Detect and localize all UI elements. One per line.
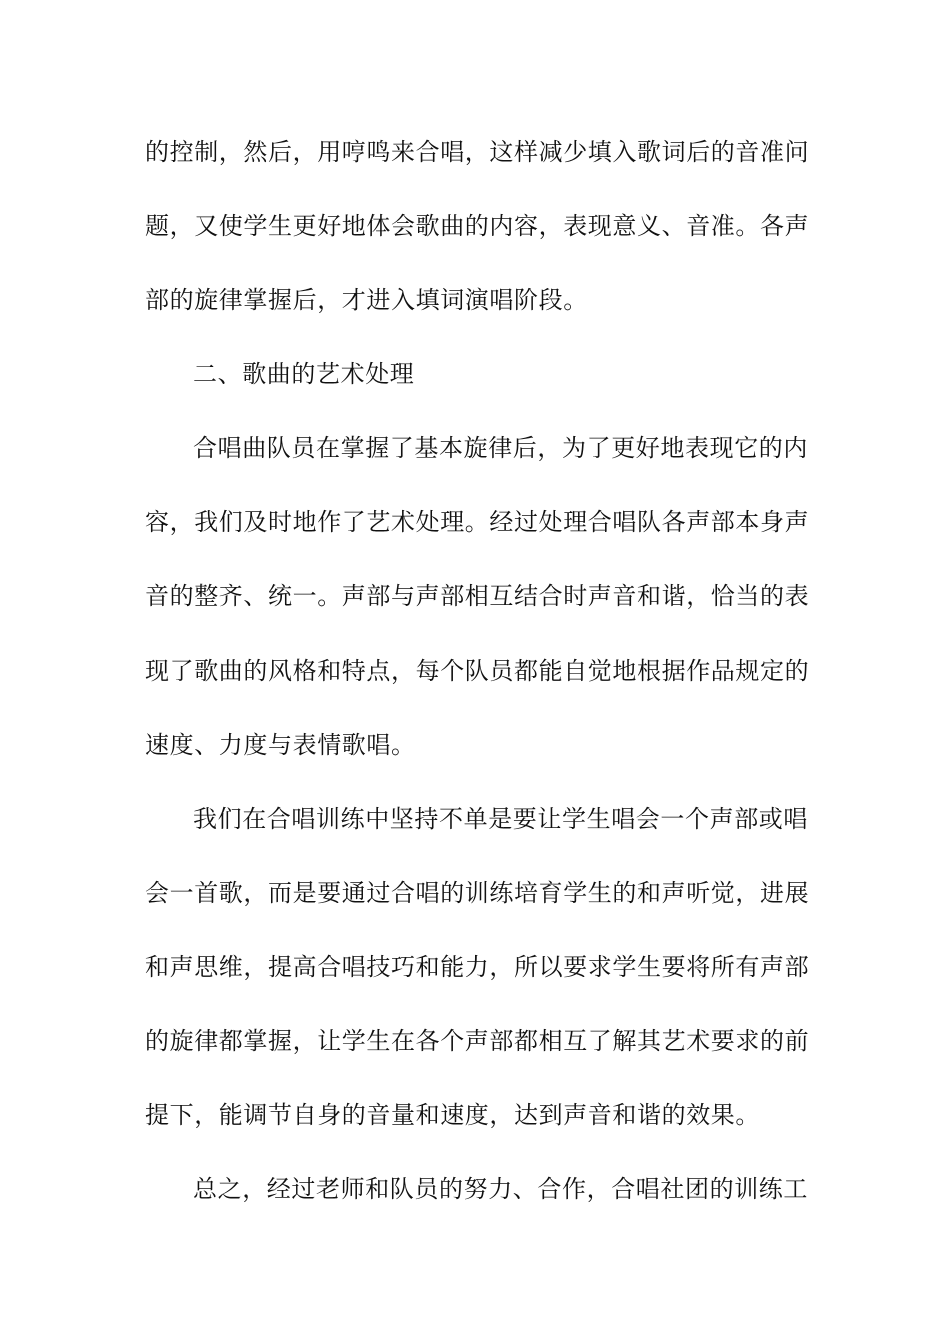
text-line-15: 总之，经过老师和队员的努力、合作，合唱社团的训练工 [193, 1175, 808, 1203]
text-line-6: 容，我们及时地作了艺术处理。经过处理合唱队各声部本身声 [145, 508, 810, 536]
text-line-13: 的旋律都掌握，让学生在各个声部都相互了解其艺术要求的前 [145, 1027, 810, 1055]
section-heading: 二、歌曲的艺术处理 [193, 360, 415, 388]
text-line-14: 提下，能调节自身的音量和速度，达到声音和谐的效果。 [145, 1101, 760, 1129]
text-line-3: 部的旋律掌握后，才进入填词演唱阶段。 [145, 286, 588, 314]
text-line-5: 合唱曲队员在掌握了基本旋律后，为了更好地表现它的内 [193, 434, 808, 462]
text-line-10: 我们在合唱训练中坚持不单是要让学生唱会一个声部或唱 [193, 805, 808, 833]
text-line-2: 题，又使学生更好地体会歌曲的内容，表现意义、音准。各声 [145, 212, 810, 240]
text-line-8: 现了歌曲的风格和特点，每个队员都能自觉地根据作品规定的 [145, 657, 810, 685]
text-line-11: 会一首歌，而是要通过合唱的训练培育学生的和声听觉，进展 [145, 879, 810, 907]
text-line-7: 音的整齐、统一。声部与声部相互结合时声音和谐，恰当的表 [145, 582, 810, 610]
text-line-9: 速度、力度与表情歌唱。 [145, 731, 416, 759]
text-line-1: 的控制，然后，用哼鸣来合唱，这样减少填入歌词后的音准问 [145, 138, 810, 166]
text-line-12: 和声思维，提高合唱技巧和能力，所以要求学生要将所有声部 [145, 953, 810, 981]
